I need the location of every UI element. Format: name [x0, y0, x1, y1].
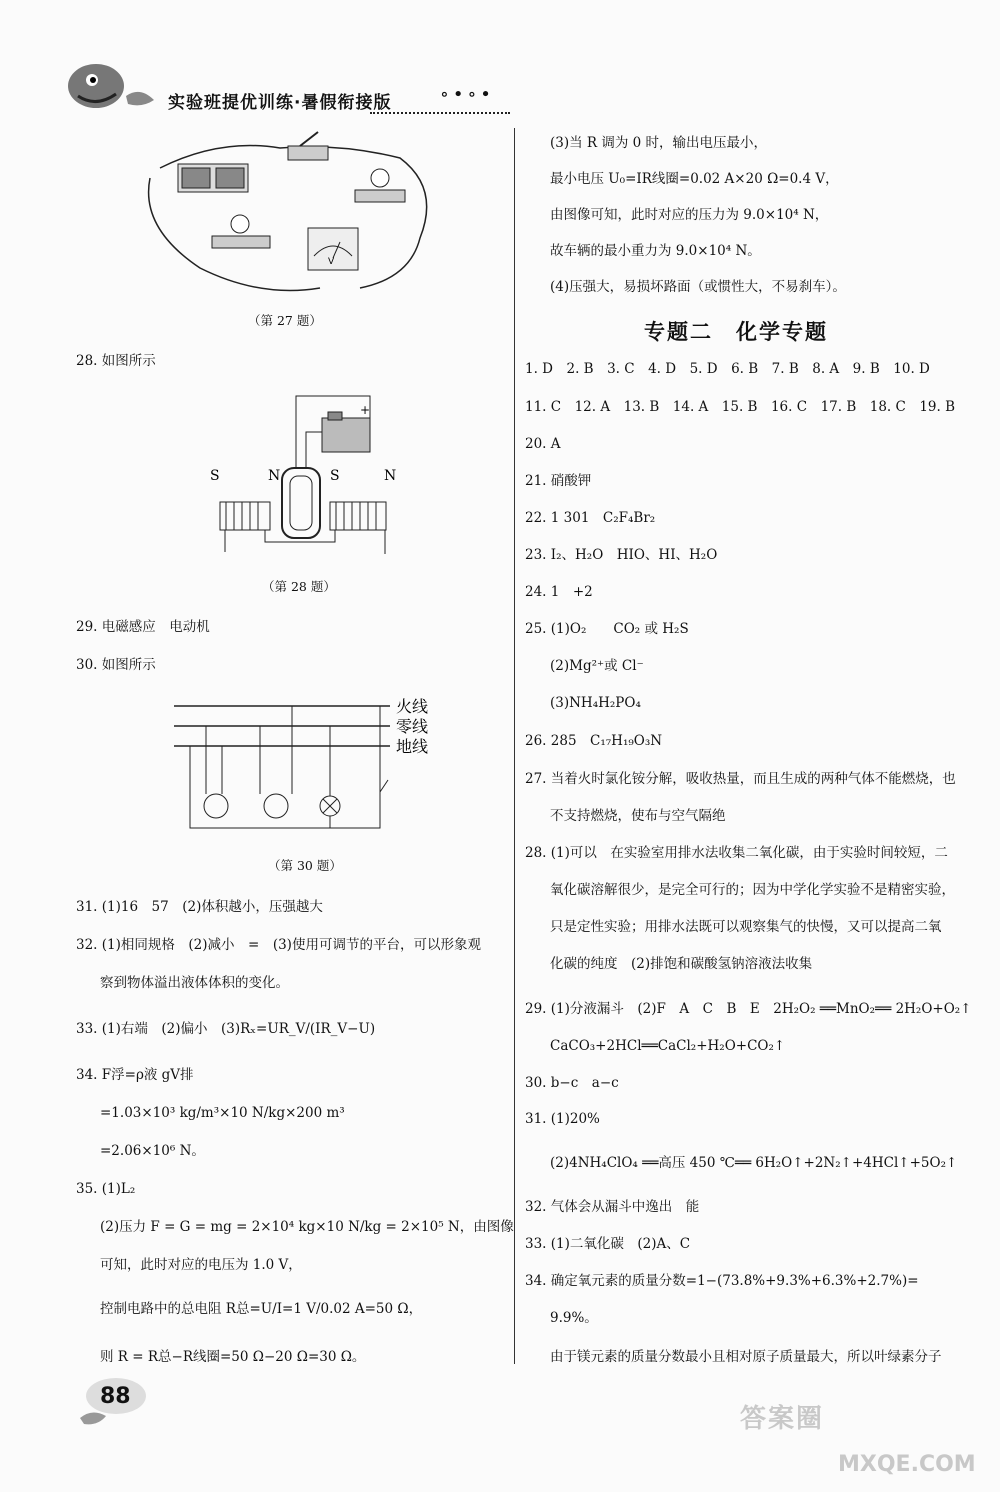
section-title: 专题二 化学专题 — [644, 320, 828, 344]
chem-answer-27-line2: 不支持燃烧，使布与空气隔绝 — [550, 808, 726, 824]
chem-answer-29-line2: CaCO₃+2HCl══CaCl₂+H₂O+CO₂↑ — [550, 1038, 786, 1054]
answer-r4: 故车辆的最小重力为 9.0×10⁴ N。 — [550, 243, 761, 259]
fig30-label-live: 火线 — [396, 697, 429, 716]
chem-answer-29-line1: 29. (1)分液漏斗 (2)F A C B E 2H₂O₂ ══MnO₂══ 2H₂O+O₂↑ — [525, 1001, 972, 1017]
chem-answer-26: 26. 285 C₁₇H₁₉O₃N — [525, 733, 663, 749]
fig30-label-ground: 地线 — [396, 737, 429, 756]
chem-answer-32: 32. 气体会从漏斗中逸出 能 — [525, 1199, 700, 1215]
answer-q34-line3: =2.06×10⁶ N。 — [100, 1143, 205, 1159]
chem-answer-33: 33. (1)二氧化碳 (2)A、C — [525, 1236, 691, 1252]
answer-r1: (3)当 R 调为 0 时，输出电压最小， — [550, 135, 768, 151]
figure-28-caption: （第 28 题） — [262, 579, 336, 594]
fig28-label-n1: N — [268, 468, 281, 484]
chem-answer-28-line1: 28. (1)可以 在实验室用排水法收集二氧化碳，由于实验时间较短，二 — [525, 845, 948, 861]
answer-q32-line2: 察到物体溢出液体体积的变化。 — [100, 975, 289, 991]
answer-q35-line5: 则 R = R总−R线圈=50 Ω−20 Ω=30 Ω。 — [100, 1349, 366, 1365]
chem-answer-34-line3: 由于镁元素的质量分数最小且相对原子质量最大，所以叶绿素分子 — [550, 1349, 942, 1365]
figure-28-motor — [200, 392, 410, 566]
figure-27-caption: （第 27 题） — [248, 313, 322, 328]
answer-q35-line4: 控制电路中的总电阻 R总=U/I=1 V/0.02 A=50 Ω， — [100, 1301, 423, 1317]
answer-q32-line1: 32. (1)相同规格 (2)减小 = (3)使用可调节的平台，可以形象观 — [76, 937, 481, 953]
chem-answer-34-line2: 9.9%。 — [550, 1310, 598, 1326]
answer-r2: 最小电压 U₀=IR线圈=0.02 A×20 Ω=0.4 V， — [550, 171, 839, 187]
answer-q34-line1: 34. F浮=ρ液 gV排 — [76, 1067, 194, 1083]
answer-q35-line1: 35. (1)L₂ — [76, 1181, 136, 1197]
chem-answers-11-19: 11. C 12. A 13. B 14. A 15. B 16. C 17. B 18. C 19. B — [525, 399, 956, 415]
header-mascot — [62, 56, 162, 116]
fig28-label-s1: S — [210, 468, 220, 484]
answer-r5: (4)压强大，易损坏路面（或惯性大，不易刹车）。 — [550, 279, 846, 295]
fig28-label-plus: + — [360, 403, 371, 417]
answer-r3: 由图像可知，此时对应的压力为 9.0×10⁴ N， — [550, 207, 829, 223]
chem-answer-25-2: (2)Mg²⁺或 Cl⁻ — [550, 658, 644, 674]
answer-q35-line2: (2)压力 F = G = mg = 2×10⁴ kg×10 N/kg = 2×10⁵ N，由图像 — [100, 1219, 514, 1235]
answer-q31: 31. (1)16 57 (2)体积越小，压强越大 — [76, 899, 323, 915]
fig28-label-n2: N — [384, 468, 397, 484]
chem-answer-31-1: 31. (1)20% — [525, 1111, 600, 1127]
answer-q33: 33. (1)右端 (2)偏小 (3)Rₓ=UR_V/(IR_V−U) — [76, 1021, 376, 1037]
figure-30-household-circuit — [170, 694, 440, 838]
chem-answer-21: 21. 硝酸钾 — [525, 473, 592, 489]
answer-q34-line2: =1.03×10³ kg/m³×10 N/kg×200 m³ — [100, 1105, 345, 1121]
chem-answer-28-line4: 化碳的纯度 (2)排饱和碳酸氢钠溶液法收集 — [550, 956, 813, 972]
chem-answer-28-line2: 氧化碳溶解很少，是完全可行的；因为中学化学实验不是精密实验， — [550, 882, 955, 898]
chem-answer-22: 22. 1 301 C₂F₄Br₂ — [525, 510, 656, 526]
chem-answer-20: 20. A — [525, 436, 561, 452]
watermark-logo: 答案圈 — [740, 1404, 825, 1434]
answer-q30: 30. 如图所示 — [76, 657, 156, 673]
chem-answer-31-2: (2)4NH₄ClO₄ ══高压 450 ℃══ 6H₂O↑+2N₂↑+4HCl↑+5O₂↑ — [550, 1155, 958, 1171]
chem-answers-1-10: 1. D 2. B 3. C 4. D 5. D 6. B 7. B 8. A 9. B 10. D — [525, 361, 930, 377]
chem-answer-30: 30. b−c a−c — [525, 1075, 619, 1091]
answer-q29: 29. 电磁感应 电动机 — [76, 619, 210, 635]
chem-answer-28-line3: 只是定性实验；用排水法既可以观察集气的快慢，又可以提高二氧 — [550, 919, 942, 935]
chem-answer-23: 23. I₂、H₂O HIO、HI、H₂O — [525, 547, 718, 563]
figure-30-caption: （第 30 题） — [268, 858, 342, 873]
column-divider — [514, 128, 515, 1364]
chem-answer-27-line1: 27. 当着火时氯化铵分解，吸收热量，而且生成的两种气体不能燃烧，也 — [525, 771, 956, 787]
fig28-label-s2: S — [330, 468, 340, 484]
watermark-site: MXQE.COM — [838, 1452, 976, 1477]
answer-q28: 28. 如图所示 — [76, 353, 156, 369]
header-decoration: ∘•∘• — [440, 84, 495, 105]
chem-answer-24: 24. 1 +2 — [525, 584, 593, 600]
figure-27-circuit — [140, 128, 440, 312]
header-title: 实验班提优训练·暑假衔接版 — [168, 93, 392, 113]
chem-answer-25-3: (3)NH₄H₂PO₄ — [550, 695, 641, 711]
chem-answer-34-line1: 34. 确定氧元素的质量分数=1−(73.8%+9.3%+6.3%+2.7%)= — [525, 1273, 919, 1289]
header-dotted-line — [370, 112, 510, 114]
chem-answer-25-1: 25. (1)O₂ CO₂ 或 H₂S — [525, 621, 689, 637]
fig30-label-neutral: 零线 — [396, 717, 429, 736]
page-number: 88 — [100, 1384, 131, 1409]
answer-q35-line3: 可知，此时对应的电压为 1.0 V， — [100, 1257, 302, 1273]
svg-text:V: V — [328, 257, 335, 267]
